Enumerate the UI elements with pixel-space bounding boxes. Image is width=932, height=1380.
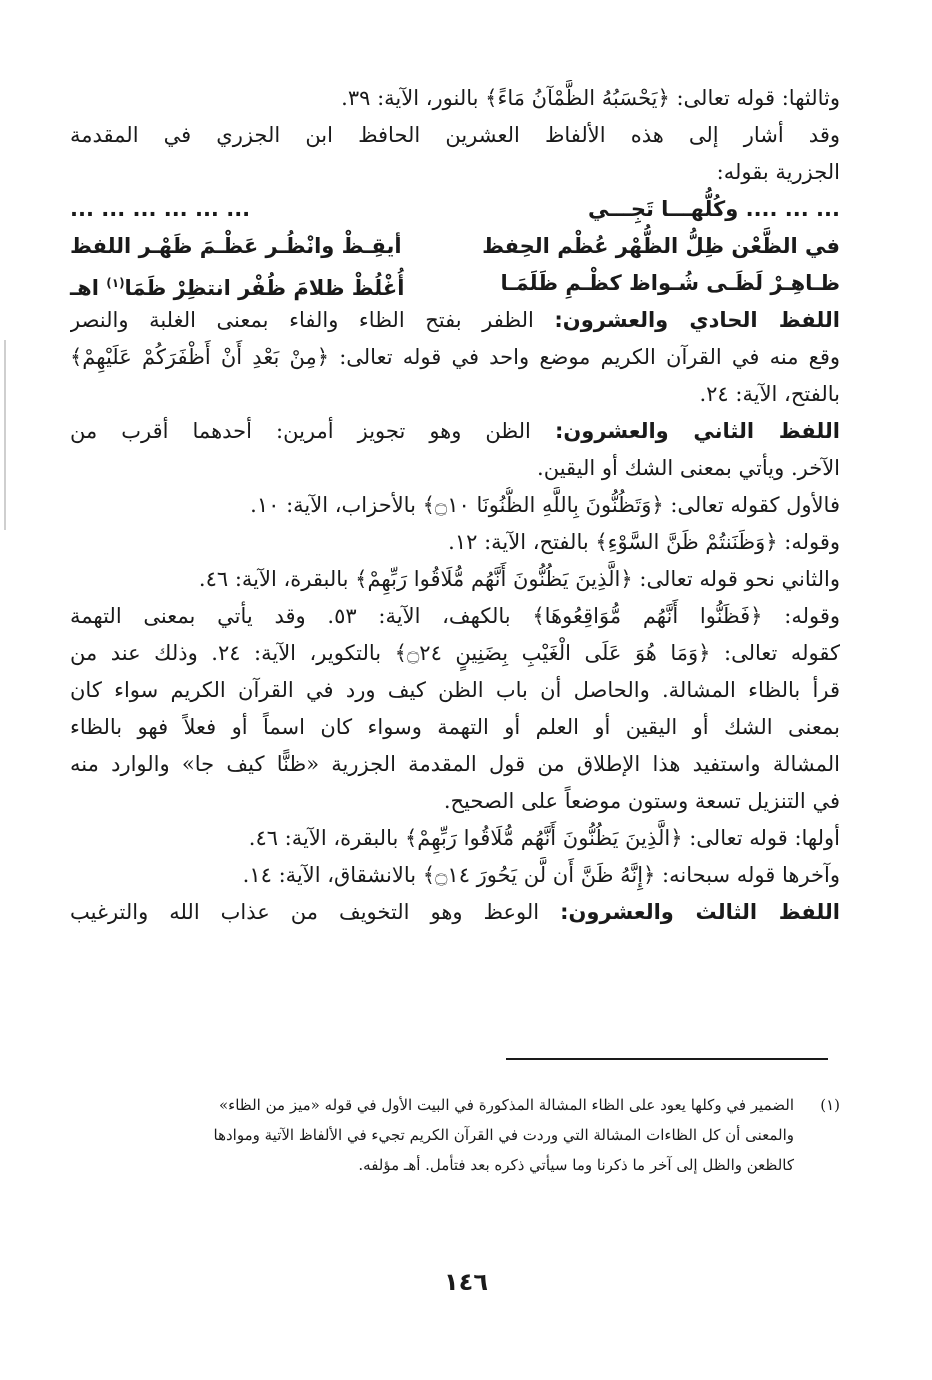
verse-second-hemistich — [70, 265, 404, 302]
text-line — [70, 339, 840, 376]
line-text: والثاني نحو قوله تعالى: ﴿الَّذِينَ يَظُنُّونَ أَنَّهُم مُّلَاقُوا رَبِّهِمْ﴾ بالبقرة، الآية: ٤٦. — [198, 567, 840, 591]
footnotes — [84, 1090, 840, 1180]
footnote-line — [84, 1090, 840, 1120]
line-text: الآخر. ويأتي بمعنى الشك أو اليقين. — [537, 456, 840, 480]
line-text: وقد أشار إلى هذه الألفاظ العشرين الحافظ ابن الجزري في المقدمة — [70, 123, 840, 147]
verse-line — [70, 191, 840, 228]
verse-second-hemistich: أيقِـظْ وانْظُـر عَظْـمَ ظَهْـر اللفظ — [70, 234, 402, 258]
line-text: كقوله تعالى: ﴿وَمَا هُوَ عَلَى الْغَيْبِ بِضَنِينٍ ۝٢٤﴾ بالتكوير، الآية: ٢٤. وذلك عند من — [70, 641, 840, 665]
footnote-line — [84, 1150, 840, 1180]
main-text — [70, 80, 840, 931]
footnote-number: (١) — [820, 1096, 840, 1114]
text-line — [70, 783, 840, 820]
footnote-reference: (١) — [106, 276, 125, 290]
text-line — [70, 487, 840, 524]
line-text: بالفتح، الآية: ٢٤. — [699, 382, 840, 406]
text-line — [70, 154, 840, 191]
text-line — [70, 80, 840, 117]
text-line — [70, 413, 840, 450]
line-text: الجزرية بقوله: — [716, 160, 840, 184]
verse-first-hemistich: ظـاهِـرْ لَظَـى شُـواظ كظْـمِ ظَلَمَـا — [500, 271, 840, 295]
verse-line — [70, 228, 840, 265]
verse-line — [70, 265, 840, 302]
hemistich-text: أُغْلُظْ ظلامَ ظُفْر انتظِرْ ظَمَا — [124, 276, 405, 300]
line-text: فالأول كقوله تعالى: ﴿وَتَظُنُّونَ بِاللَّهِ الظُّنُونَا ۝١٠﴾ بالأحزاب، الآية: ١٠. — [250, 493, 840, 517]
line-text: بمعنى الشك أو اليقين أو العلم أو التهمة وسواء كان اسماً أو فعلاً فهو بالظاء — [70, 715, 840, 739]
line-text: الظفر بفتح الظاء والفاء بمعنى الغلبة والنصر — [70, 308, 534, 332]
line-text: وقوله: ﴿وَظَنَنتُمْ ظَنَّ السَّوْءِ﴾ بالفتح، الآية: ١٢. — [448, 530, 840, 554]
text-line — [70, 561, 840, 598]
text-line — [70, 820, 840, 857]
footnote-line — [84, 1120, 840, 1150]
binding-shadow — [4, 340, 6, 530]
footnote-separator — [506, 1058, 828, 1060]
line-text: في التنزيل تسعة وستون موضعاً على الصحيح. — [443, 789, 840, 813]
verse-first-hemistich: في الظَّعْن ظِلُّ الظُّهْر عُظْم الحِفظ — [482, 234, 840, 258]
footnote-text: كالظعن والظل إلى آخر ما ذكرنا وما سيأتي ذكره بعد فتأمل. أهـ مؤلفه. — [358, 1156, 794, 1174]
quote-end-mark: اهـ — [70, 276, 99, 300]
line-text: وقع منه في القرآن الكريم موضع واحد في قوله تعالى: ﴿مِنْ بَعْدِ أَنْ أَظْفَرَكُمْ عَلَيْهِمْ﴾ — [70, 345, 840, 369]
text-line — [70, 302, 840, 339]
text-line — [70, 746, 840, 783]
section-label: اللفظ الثالث والعشرون: — [560, 900, 840, 924]
text-line — [70, 709, 840, 746]
line-text: المشالة واستفيد هذا الإطلاق من قول المقدمة الجزرية «ظنًّا كيف جا» والوارد منه — [70, 752, 840, 776]
footnote-text: والمعنى أن كل الظاءات المشالة التي وردت في القرآن الكريم تجيء في الألفاظ الآتية وموادها — [213, 1126, 794, 1144]
footnote-text: الضمير في وكلها يعود على الظاء المشالة المذكورة في البيت الأول في قوله «ميز من الظاء» — [219, 1096, 794, 1114]
text-line — [70, 894, 840, 931]
line-text: أولها: قوله تعالى: ﴿الَّذِينَ يَظُنُّونَ أَنَّهُم مُّلَاقُوا رَبِّهِمْ﴾ بالبقرة، الآية: ٤٦. — [248, 826, 840, 850]
verse-first-hemistich: ... ... .... وكُلُّهـــا تَجِـــي — [588, 197, 840, 221]
line-text: وقوله: ﴿فَظَنُّوا أَنَّهُم مُّوَاقِعُوهَا﴾ بالكهف، الآية: ٥٣. وقد يأتي بمعنى التهمة — [70, 604, 840, 628]
line-text: الظن وهو تجويز أمرين: أحدهما أقرب من — [70, 419, 531, 443]
text-line — [70, 376, 840, 413]
text-line — [70, 598, 840, 635]
line-text: الوعظ وهو التخويف من عذاب الله والترغيب — [70, 900, 540, 924]
section-label: اللفظ الحادي والعشرون: — [554, 308, 840, 332]
text-line — [70, 857, 840, 894]
verse-second-hemistich: ... ... ... ... ... ... — [70, 197, 251, 221]
text-line — [70, 672, 840, 709]
text-line — [70, 450, 840, 487]
line-text: قرأ بالظاء المشالة. والحاصل أن باب الظن كيف ورد في القرآن الكريم سواء كان — [70, 678, 840, 702]
text-line — [70, 635, 840, 672]
line-text: وثالثها: قوله تعالى: ﴿يَحْسَبُهُ الظَّمْآنُ مَاءً﴾ بالنور، الآية: ٣٩. — [341, 86, 840, 110]
page-number: ١٤٦ — [444, 1268, 488, 1296]
line-text: وآخرها قوله سبحانه: ﴿إِنَّهُ ظَنَّ أَن لَّن يَحُورَ ۝١٤﴾ بالانشقاق، الآية: ١٤. — [242, 863, 840, 887]
text-line — [70, 117, 840, 154]
text-line — [70, 524, 840, 561]
section-label: اللفظ الثاني والعشرون: — [554, 419, 840, 443]
